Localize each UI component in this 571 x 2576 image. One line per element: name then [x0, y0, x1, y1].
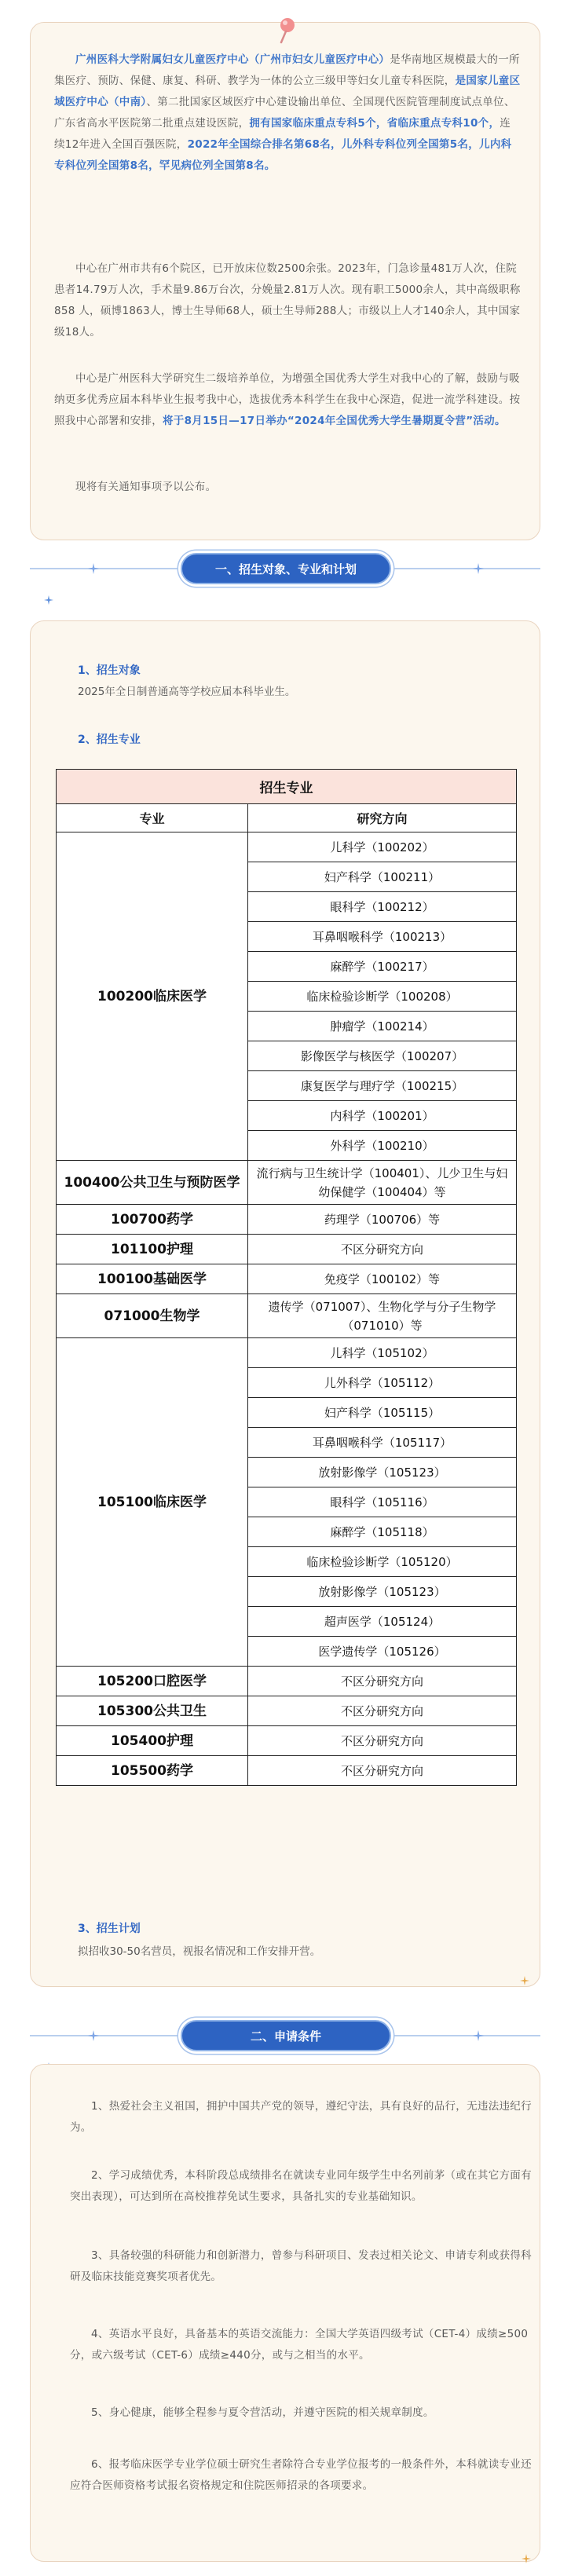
direction-cell: 超声医学（105124） — [248, 1607, 517, 1637]
direction-cell: 肿瘤学（100214） — [248, 1012, 517, 1041]
direction-cell: 耳鼻咽喉科学（100213） — [248, 922, 517, 952]
table-row — [57, 1294, 517, 1338]
intro-card — [30, 22, 540, 540]
sparkle-icon — [88, 563, 99, 574]
direction-cell: 妇产科学（105115） — [248, 1398, 517, 1428]
sparkle-icon — [88, 2030, 99, 2041]
direction-cell: 影像医学与核医学（100207） — [248, 1041, 517, 1071]
direction-cell: 眼科学（105116） — [248, 1487, 517, 1517]
table-row — [57, 1726, 517, 1756]
direction-cell: 放射影像学（105123） — [248, 1577, 517, 1607]
major-cell: 105500药学 — [57, 1756, 248, 1786]
admission-target-title: 1、招生对象 — [78, 664, 141, 677]
direction-cell: 妇产科学（100211） — [248, 862, 517, 892]
intro-paragraph-3 — [54, 368, 521, 432]
direction-cell: 儿科学（100202） — [248, 832, 517, 862]
direction-cell: 麻醉学（100217） — [248, 952, 517, 982]
highlighted-text: 是国家儿童区域医疗中心（中南） — [54, 75, 521, 108]
paragraph-text: 中心是广州医科大学研究生二级培养单位，为增强全国优秀大学生对我中心的了解，鼓励与吸纳更多优秀应届本科毕业生报考我中心，选拔优秀本科学生在我中心深造，促进一流学科建设。按照我中心部署和安排， — [54, 372, 521, 427]
plan-title: 3、招生计划 — [78, 1923, 141, 1935]
admission-card — [30, 620, 540, 1987]
sparkle-icon — [522, 2554, 531, 2563]
table-row — [57, 1756, 517, 1786]
direction-cell: 遗传学（071007）、生物化学与分子生物学（071010）等 — [248, 1294, 517, 1338]
direction-cell: 耳鼻咽喉科学（105117） — [248, 1428, 517, 1458]
condition-item: 2、学习成绩优秀，本科阶段总成绩排名在就读专业同年级学生中名列前茅（或在其它方面有突出表现），可达到所在高校推荐免试生要求，具备扎实的专业基础知识。 — [70, 2169, 532, 2203]
direction-cell: 康复医学与理疗学（100215） — [248, 1071, 517, 1101]
direction-cell: 临床检验诊断学（100208） — [248, 982, 517, 1012]
sparkle-icon — [44, 595, 53, 605]
direction-cell: 放射影像学（105123） — [248, 1458, 517, 1487]
table-row — [57, 1667, 517, 1696]
condition-item: 1、热爱社会主义祖国，拥护中国共产党的领导，遵纪守法，具有良好的品行，无违法违纪行为。 — [70, 2100, 532, 2134]
condition-item: 6、报考临床医学专业学位硕士研究生者除符合专业学位报考的一般条件外，本科就读专业还应符合医师资格考试报名资格规定和住院医师招录的各项要求。 — [70, 2458, 532, 2492]
highlighted-text: 将于8月15日—17日举办“2024年全国优秀大学生暑期夏令营”活动。 — [163, 415, 506, 427]
direction-cell: 麻醉学（105118） — [248, 1517, 517, 1547]
table-row — [57, 1338, 517, 1368]
direction-cell: 流行病与卫生统计学（100401）、儿少卫生与妇幼保健学（100404）等 — [248, 1161, 517, 1205]
condition-item: 4、英语水平良好，具备基本的英语交流能力：全国大学英语四级考试（CET-4）成绩≥500分，或六级考试（CET-6）成绩≥440分，或与之相当的水平。 — [70, 2328, 529, 2362]
direction-cell: 医学遗传学（105126） — [248, 1637, 517, 1667]
table-row — [57, 1696, 517, 1726]
intro-paragraph-2: 中心在广州市共有6个院区，已开放床位数2500余张。2023年，门急诊量481万人次，住院患者14.79万人次，手术量9.86万台次，分娩量2.81万人次。现有职工5000余人，其中高级职称 858 人，硕博1863人，博士生导师68人，硕士生导师288人；市级以上人才140余人，其中国家级18人。 — [54, 262, 521, 338]
major-cell: 101100护理 — [57, 1235, 248, 1264]
paragraph-text: 连续12年进入全国百强医院， — [54, 117, 511, 151]
paragraph-text: 是华南地区规模最大的一所集医疗、预防、保健、康复、科研、教学为一体的公立三级甲等妇女儿童专科医院， — [54, 53, 520, 87]
highlighted-text: 拥有国家临床重点专科5个，省临床重点专科10个， — [249, 117, 500, 130]
admission-target-text: 2025年全日制普通高等学校应届本科毕业生。 — [78, 686, 296, 698]
table-row — [57, 1264, 517, 1294]
direction-cell: 不区分研究方向 — [248, 1726, 517, 1756]
sparkle-icon — [473, 563, 484, 574]
intro-paragraph-1 — [54, 49, 521, 177]
direction-cell: 不区分研究方向 — [248, 1235, 517, 1264]
condition-item: 3、具备较强的科研能力和创新潜力，曾参与科研项目、发表过相关论文、申请专利或获得科研及临床技能竞赛奖项者优先。 — [70, 2249, 532, 2283]
condition-item: 5、身心健康，能够全程参与夏令营活动，并遵守医院的相关规章制度。 — [91, 2406, 434, 2419]
majors-title: 2、招生专业 — [78, 734, 141, 746]
direction-cell: 临床检验诊断学（105120） — [248, 1547, 517, 1577]
column-header-major: 专业 — [57, 804, 248, 832]
column-header-direction: 研究方向 — [248, 804, 517, 832]
table-row — [57, 1235, 517, 1264]
major-cell: 100200临床医学 — [57, 832, 248, 1161]
major-cell: 105100临床医学 — [57, 1338, 248, 1667]
section-2-title: 二、申请条件 — [181, 2020, 391, 2051]
table-row — [57, 1161, 517, 1205]
section-1-title: 一、招生对象、专业和计划 — [181, 553, 391, 584]
pushpin-icon — [275, 16, 298, 47]
major-cell: 105400护理 — [57, 1726, 248, 1756]
table-row — [57, 1205, 517, 1235]
section-1-header — [0, 550, 571, 587]
major-cell: 071000生物学 — [57, 1294, 248, 1338]
direction-cell: 外科学（100210） — [248, 1131, 517, 1161]
table-title: 招生专业 — [57, 770, 517, 804]
direction-cell: 眼科学（100212） — [248, 892, 517, 922]
section-2-header — [0, 2017, 571, 2055]
direction-cell: 不区分研究方向 — [248, 1667, 517, 1696]
sparkle-icon — [473, 2030, 484, 2041]
direction-cell: 儿外科学（105112） — [248, 1368, 517, 1398]
major-cell: 105300公共卫生 — [57, 1696, 248, 1726]
direction-cell: 儿科学（105102） — [248, 1338, 517, 1368]
highlighted-text: 2022年全国综合排名第68名，儿外科专科位列全国第5名，儿内科专科位列全国第8名，罕见病位列全国第8名。 — [54, 138, 512, 172]
sparkle-icon — [520, 1976, 529, 1985]
direction-cell: 不区分研究方向 — [248, 1756, 517, 1786]
plan-text: 拟招收30-50名营员，视报名情况和工作安排开营。 — [78, 1945, 321, 1958]
conditions-card — [30, 2064, 540, 2562]
major-cell: 100700药学 — [57, 1205, 248, 1235]
direction-cell: 内科学（100201） — [248, 1101, 517, 1131]
major-cell: 100100基础医学 — [57, 1264, 248, 1294]
major-cell: 105200口腔医学 — [57, 1667, 248, 1696]
direction-cell: 免疫学（100102）等 — [248, 1264, 517, 1294]
paragraph-text: 、第二批国家区域医疗中心建设输出单位、全国现代医院管理制度试点单位、广东省高水平医院第二批重点建设医院， — [54, 96, 515, 130]
highlighted-text: 广州医科大学附属妇女儿童医疗中心（广州市妇女儿童医疗中心） — [75, 53, 390, 66]
direction-cell: 药理学（100706）等 — [248, 1205, 517, 1235]
direction-cell: 不区分研究方向 — [248, 1696, 517, 1726]
intro-paragraph-4: 现将有关通知事项予以公布。 — [75, 481, 217, 493]
table-row — [57, 832, 517, 862]
majors-table — [56, 769, 517, 1786]
major-cell: 100400公共卫生与预防医学 — [57, 1161, 248, 1205]
